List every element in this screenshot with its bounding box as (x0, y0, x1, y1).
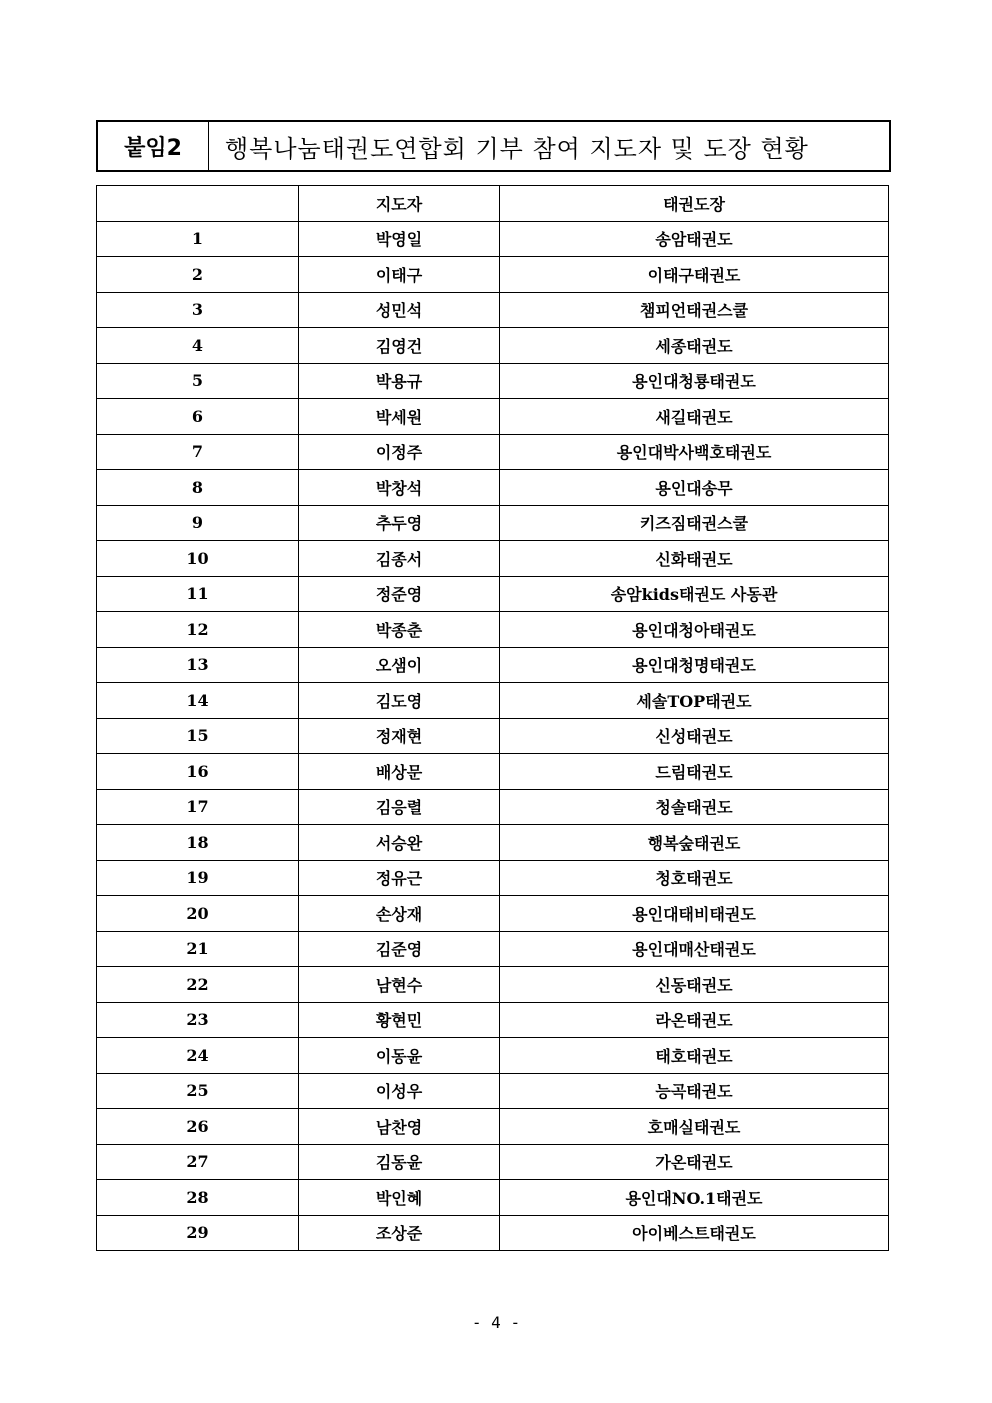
instructor-name: 박창석 (299, 470, 500, 506)
attachment-label: 붙임2 (98, 122, 209, 170)
instructor-name: 서승완 (299, 825, 500, 861)
dojang-name: 키즈짐태권스쿨 (500, 505, 889, 541)
header-number (97, 186, 299, 222)
instructor-name: 박용규 (299, 363, 500, 399)
instructor-name: 김응렬 (299, 789, 500, 825)
instructor-name: 박종춘 (299, 612, 500, 648)
dojang-name: 챔피언태권스쿨 (500, 292, 889, 328)
row-number: 5 (97, 363, 299, 399)
table-row (97, 1144, 889, 1180)
row-number: 20 (97, 896, 299, 932)
document-title: 행복나눔태권도연합회 기부 참여 지도자 및 도장 현황 (225, 134, 809, 163)
dojang-name: 용인대태비태권도 (500, 896, 889, 932)
dojang-name: 청솔태권도 (500, 789, 889, 825)
table-row (97, 931, 889, 967)
page-number: - 4 - (471, 1313, 521, 1332)
table-row (97, 292, 889, 328)
table-row (97, 505, 889, 541)
row-number: 25 (97, 1073, 299, 1109)
row-number: 17 (97, 789, 299, 825)
instructor-name: 오샘이 (299, 647, 500, 683)
table-row (97, 434, 889, 470)
instructor-name: 이동윤 (299, 1038, 500, 1074)
table-row (97, 718, 889, 754)
table-row (97, 399, 889, 435)
header-dojang: 태권도장 (500, 186, 889, 222)
title-box (96, 120, 891, 172)
instructor-name: 이정주 (299, 434, 500, 470)
row-number: 16 (97, 754, 299, 790)
table-row (97, 363, 889, 399)
instructor-name: 이성우 (299, 1073, 500, 1109)
row-number: 18 (97, 825, 299, 861)
dojang-name: 용인대NO.1태권도 (500, 1180, 889, 1216)
table-header-row (97, 186, 889, 222)
row-number: 22 (97, 967, 299, 1003)
dojang-name: 송암kids태권도 사동관 (500, 576, 889, 612)
instructor-name: 박인혜 (299, 1180, 500, 1216)
row-number: 26 (97, 1109, 299, 1145)
instructor-name: 정유근 (299, 860, 500, 896)
row-number: 19 (97, 860, 299, 896)
dojang-name: 청호태권도 (500, 860, 889, 896)
row-number: 3 (97, 292, 299, 328)
header-instructor: 지도자 (299, 186, 500, 222)
instructor-name: 김영건 (299, 328, 500, 364)
table-row (97, 576, 889, 612)
row-number: 9 (97, 505, 299, 541)
table-row (97, 1038, 889, 1074)
dojang-name: 드림태권도 (500, 754, 889, 790)
table-row (97, 860, 889, 896)
instructor-name: 박영일 (299, 221, 500, 257)
dojang-name: 이태구태권도 (500, 257, 889, 293)
table-row (97, 221, 889, 257)
dojang-name: 송암태권도 (500, 221, 889, 257)
table-row (97, 328, 889, 364)
table-row (97, 789, 889, 825)
row-number: 4 (97, 328, 299, 364)
row-number: 1 (97, 221, 299, 257)
dojang-name: 용인대박사백호태권도 (500, 434, 889, 470)
dojang-name: 라온태권도 (500, 1002, 889, 1038)
dojang-name: 세솔TOP태권도 (500, 683, 889, 719)
table-row (97, 1109, 889, 1145)
dojang-name: 새길태권도 (500, 399, 889, 435)
dojang-name: 용인대청아태권도 (500, 612, 889, 648)
row-number: 23 (97, 1002, 299, 1038)
instructor-name: 정재현 (299, 718, 500, 754)
dojang-name: 가온태권도 (500, 1144, 889, 1180)
table-row (97, 754, 889, 790)
instructor-name: 이태구 (299, 257, 500, 293)
row-number: 15 (97, 718, 299, 754)
dojang-name: 용인대매산태권도 (500, 931, 889, 967)
table-row (97, 612, 889, 648)
row-number: 27 (97, 1144, 299, 1180)
instructor-name: 김종서 (299, 541, 500, 577)
instructor-name: 김도영 (299, 683, 500, 719)
dojang-name: 신화태권도 (500, 541, 889, 577)
dojang-name: 능곡태권도 (500, 1073, 889, 1109)
instructor-name: 정준영 (299, 576, 500, 612)
row-number: 8 (97, 470, 299, 506)
instructor-name: 배상문 (299, 754, 500, 790)
dojang-name: 호매실태권도 (500, 1109, 889, 1145)
table-row (97, 1002, 889, 1038)
row-number: 13 (97, 647, 299, 683)
row-number: 6 (97, 399, 299, 435)
row-number: 14 (97, 683, 299, 719)
dojang-name: 신동태권도 (500, 967, 889, 1003)
table-row (97, 541, 889, 577)
table-row (97, 896, 889, 932)
dojang-name: 아이베스트태권도 (500, 1215, 889, 1251)
instructor-name: 김동윤 (299, 1144, 500, 1180)
dojang-name: 용인대송무 (500, 470, 889, 506)
table-row (97, 1180, 889, 1216)
row-number: 2 (97, 257, 299, 293)
instructor-name: 추두영 (299, 505, 500, 541)
row-number: 11 (97, 576, 299, 612)
dojang-name: 세종태권도 (500, 328, 889, 364)
dojang-name: 신성태권도 (500, 718, 889, 754)
table-row (97, 647, 889, 683)
row-number: 29 (97, 1215, 299, 1251)
table-row (97, 1215, 889, 1251)
table-row (97, 257, 889, 293)
row-number: 12 (97, 612, 299, 648)
row-number: 7 (97, 434, 299, 470)
row-number: 21 (97, 931, 299, 967)
row-number: 10 (97, 541, 299, 577)
dojang-name: 용인대청명태권도 (500, 647, 889, 683)
instructor-name: 손상재 (299, 896, 500, 932)
instructor-name: 박세원 (299, 399, 500, 435)
dojang-name: 용인대청룡태권도 (500, 363, 889, 399)
instructor-name: 남찬영 (299, 1109, 500, 1145)
table-row (97, 967, 889, 1003)
row-number: 24 (97, 1038, 299, 1074)
table-row (97, 1073, 889, 1109)
dojang-name: 태호태권도 (500, 1038, 889, 1074)
table-row (97, 470, 889, 506)
instructor-table (96, 185, 889, 1251)
instructor-name: 남현수 (299, 967, 500, 1003)
table-row (97, 825, 889, 861)
dojang-name: 행복숲태권도 (500, 825, 889, 861)
row-number: 28 (97, 1180, 299, 1216)
instructor-name: 김준영 (299, 931, 500, 967)
table-row (97, 683, 889, 719)
instructor-name: 황현민 (299, 1002, 500, 1038)
instructor-name: 성민석 (299, 292, 500, 328)
instructor-name: 조상준 (299, 1215, 500, 1251)
